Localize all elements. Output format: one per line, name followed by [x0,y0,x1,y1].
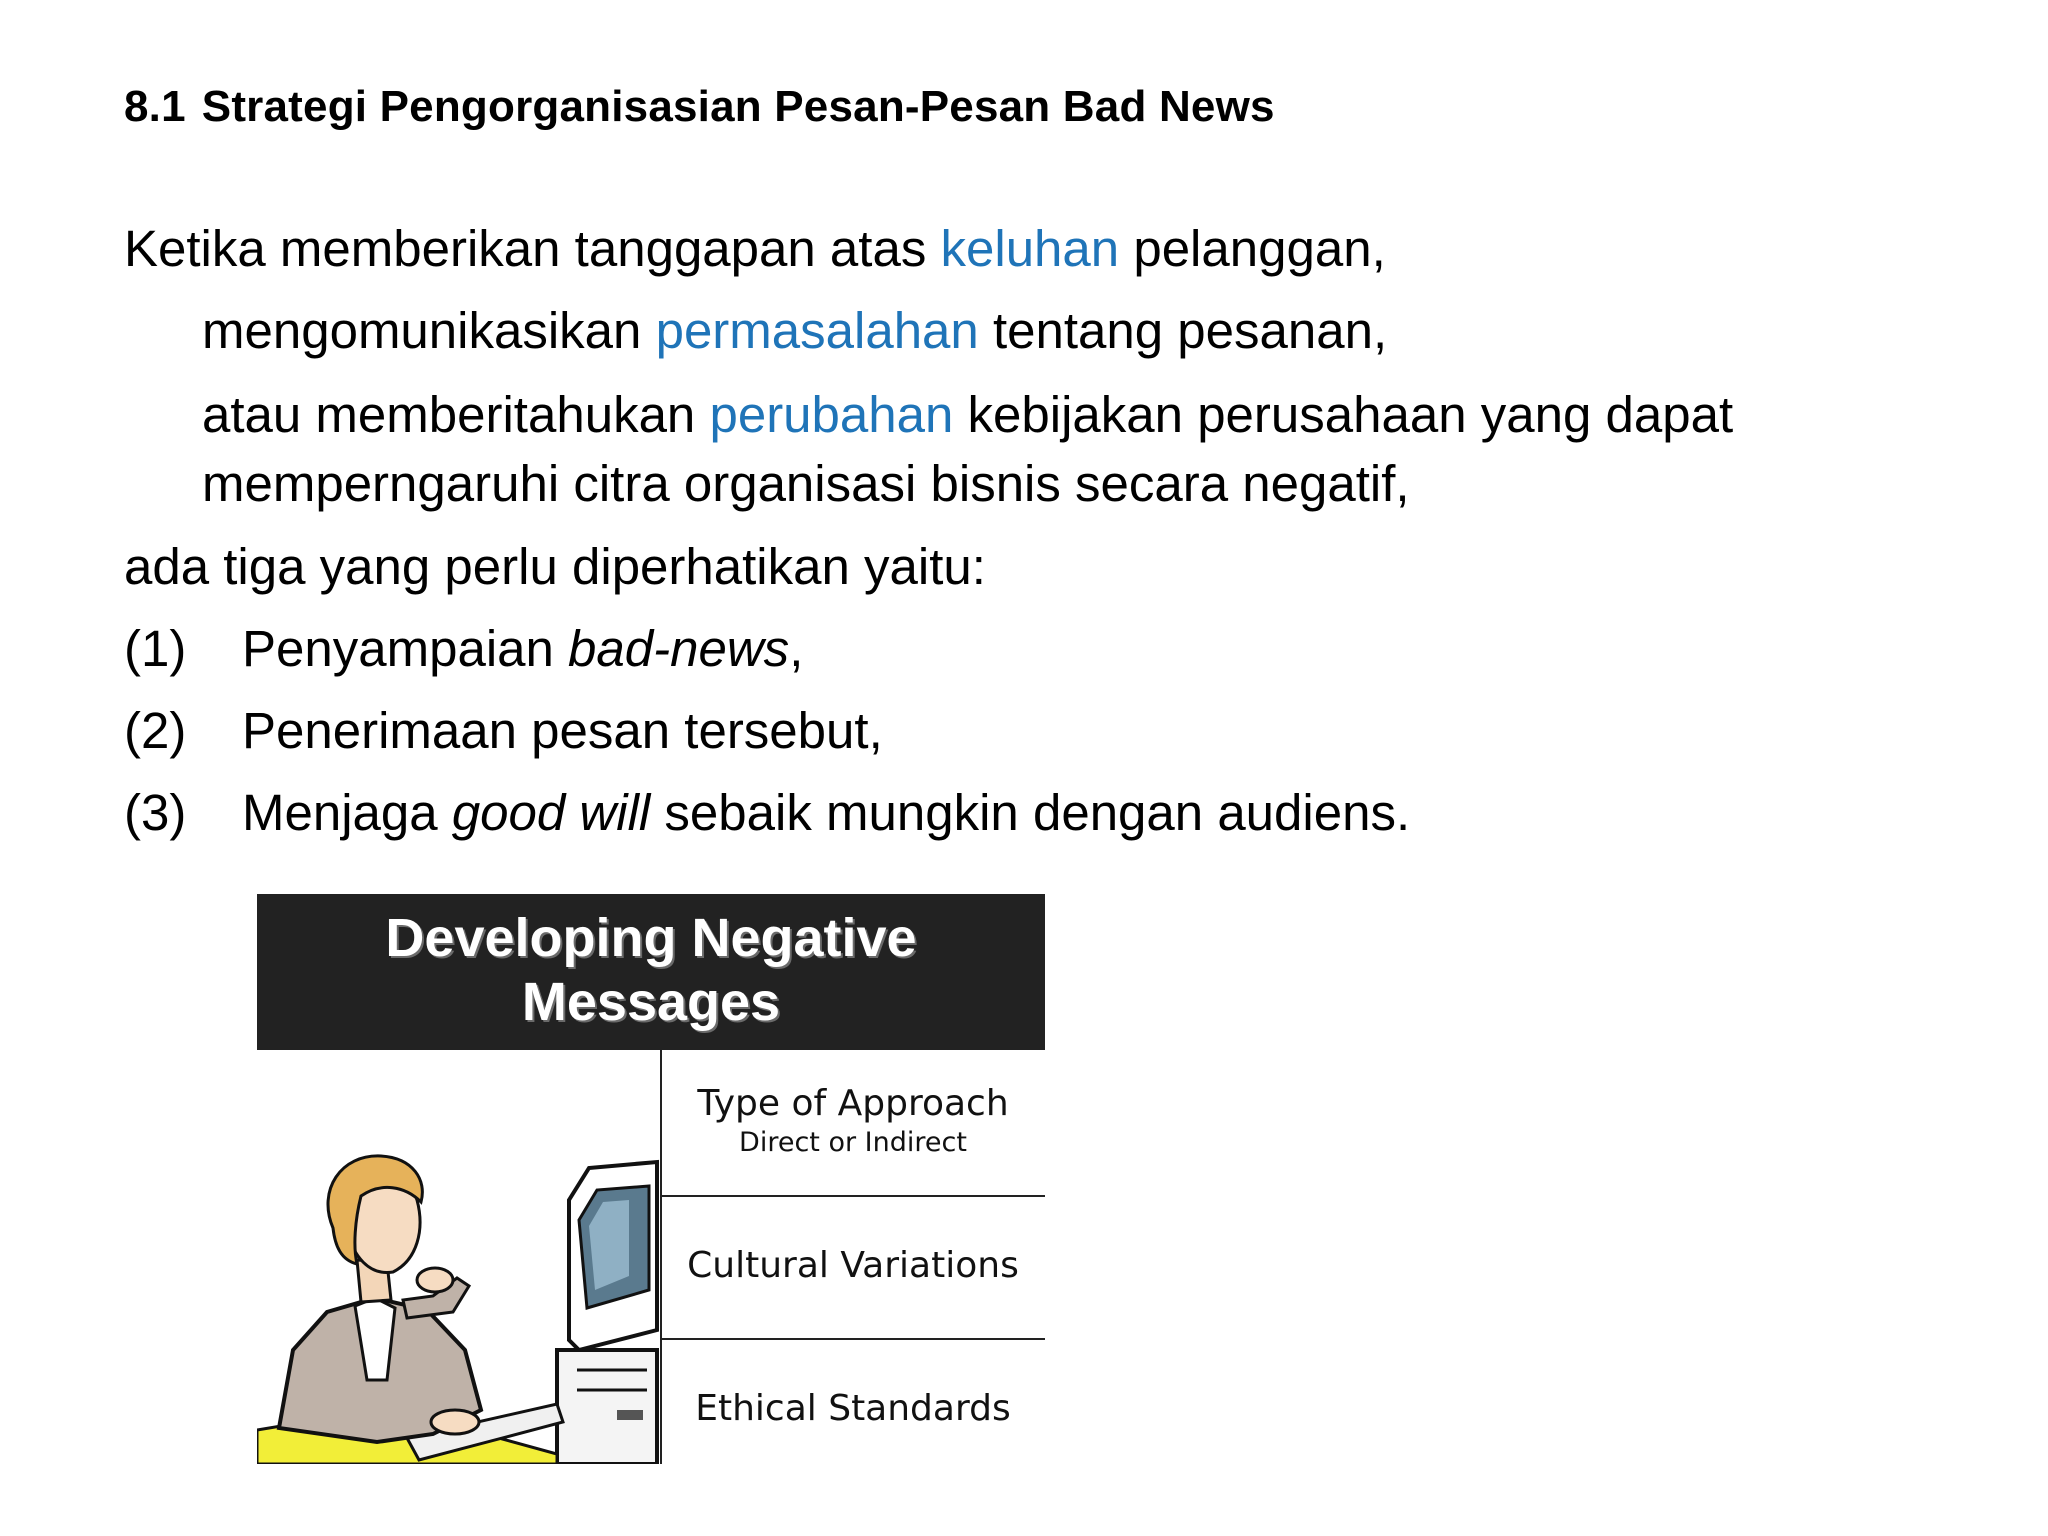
list-number-1: (1) [124,620,187,677]
body-line-2-text-c: tentang pesanan, [978,302,1388,359]
list-number-2: (2) [124,702,187,759]
figure-divider-1 [661,1195,1045,1197]
figure-divider-2 [661,1338,1045,1340]
list-text-2-a: Penerimaan pesan tersebut, [242,702,883,759]
body-line-2 [202,299,1387,363]
slide-title [124,82,1275,132]
highlight-permasalahan: permasalahan [655,302,979,359]
body-line-1 [124,217,1386,281]
body-line-3-text-a: atau memberitahukan [202,386,710,443]
list-text-1-italic: bad-news [568,620,790,677]
woman-at-computer-icon [257,1050,661,1464]
title-text: Strategi Pengorganisasian Pesan-Pesan Bad News [201,82,1275,131]
list-text-1 [242,617,803,681]
body-line-4: memperngaruhi citra organisasi bisnis secara negatif, [202,455,1410,512]
negative-messages-figure [257,894,1045,1464]
body-line-2-text-a: mengomunikasikan [202,302,656,359]
figure-header-line-2: Messages [521,972,781,1032]
list-text-3-c: sebaik mungkin dengan audiens. [650,784,1411,841]
highlight-perubahan: perubahan [709,386,954,443]
body-line-3-text-c: kebijakan perusahaan yang dapat [953,386,1734,443]
body-line-5: ada tiga yang perlu diperhatikan yaitu: [124,538,986,595]
highlight-keluhan: keluhan [940,220,1120,277]
figure-item-ethical [661,1387,1045,1431]
body-line-3 [202,383,1733,447]
figure-item-cultural-title: Cultural Variations [687,1245,1019,1286]
list-text-2 [242,699,883,763]
figure-item-ethical-title: Ethical Standards [695,1388,1011,1429]
figure-item-cultural [661,1244,1045,1288]
body-line-1-text-a: Ketika memberikan tanggapan atas [124,220,941,277]
title-number: 8.1 [124,82,186,131]
figure-item-approach-sub: Direct or Indirect [739,1127,967,1158]
figure-item-approach [661,1082,1045,1160]
figure-item-approach-title: Type of Approach [697,1083,1009,1124]
list-text-3-a: Menjaga [242,784,452,841]
list-text-1-c: , [789,620,804,677]
figure-header-line-1: Developing Negative [385,908,917,968]
list-text-1-a: Penyampaian [242,620,569,677]
body-line-1-text-c: pelanggan, [1119,220,1386,277]
list-number-3: (3) [124,784,187,841]
list-text-3 [242,781,1410,845]
list-text-3-italic: good will [451,784,651,841]
figure-header [257,894,1045,1050]
